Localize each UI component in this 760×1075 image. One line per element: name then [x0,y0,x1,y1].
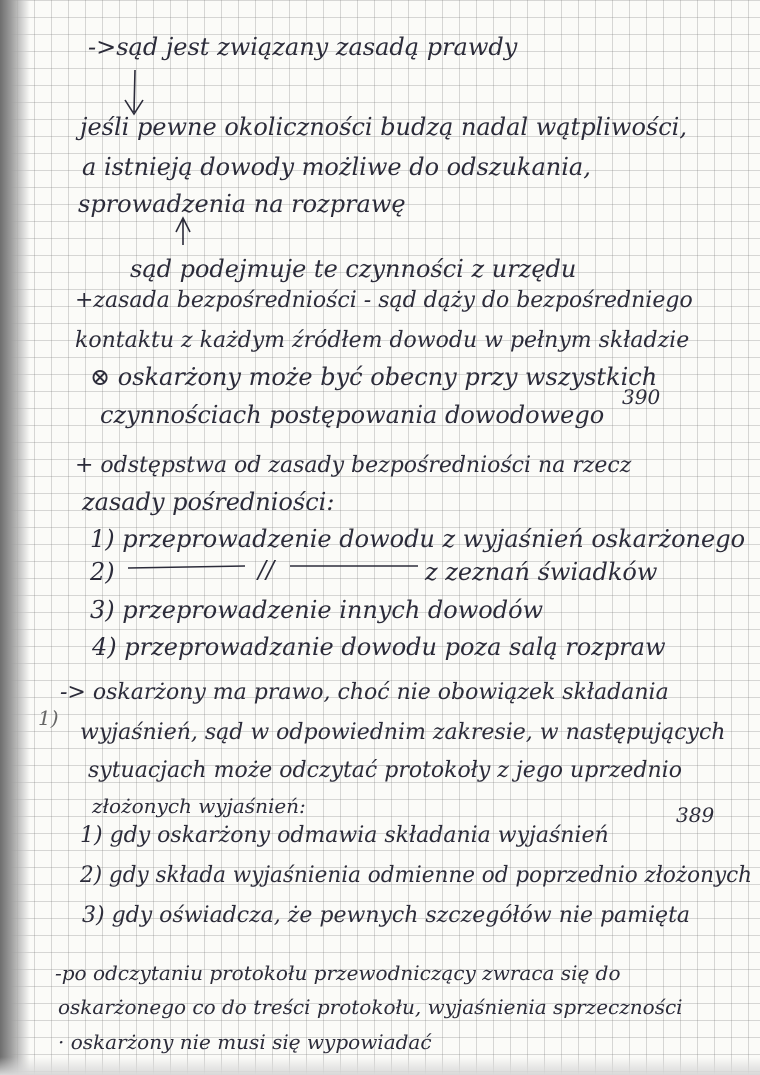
note-line-21: 1) gdy oskarżony odmawia składania wyjaśnień [80,823,609,848]
note-line-9: czynnościach postępowania dowodowego [100,401,605,429]
note-line-11: zasady pośredniości: [82,488,335,516]
note-line-8: ⊗ oskarżony może być obecny przy wszystkich [90,363,658,391]
note-line-6: +zasada bezpośredniości - sąd dąży do bezpośredniego [75,288,693,313]
note-line-4: sprowadzenia na rozprawę [78,190,406,218]
note-line-23: 3) gdy oświadcza, że pewnych szczegółów nie pamięta [82,903,691,928]
note-line-20: złożonych wyjaśnień: [92,794,306,818]
note-line-10: + odstępstwa od zasady bezpośredniości na rzecz [75,453,632,478]
note-line-13: 2) [90,558,115,586]
note-line-15: 3) przeprowadzenie innych dowodów [90,596,544,624]
note-line-17: -> oskarżony ma prawo, choć nie obowiązek składania [60,680,669,705]
note-line-2: jeśli pewne okoliczności budzą nadal wątpliwości, [80,113,687,141]
note-line-18: wyjaśnień, sąd w odpowiednim zakresie, w następujących [80,720,726,745]
ditto-mark: // [258,556,275,584]
note-line-1: ->sąd jest związany zasadą prawdy [88,33,518,61]
margin-number-389: 389 [676,803,715,827]
note-line-16: 4) przeprowadzanie dowodu poza salą rozpraw [92,633,666,661]
note-line-24: -po odczytaniu protokołu przewodniczący zwraca się do [55,961,621,985]
note-line-19: sytuacjach może odczytać protokoły z jego uprzednio [88,758,682,783]
note-line-3: a istnieją dowody możliwe do odszukania, [82,153,591,181]
up-arrow-icon [176,218,190,245]
note-line-14: z zeznań świadków [425,558,658,586]
note-line-22: 2) gdy składa wyjaśnienia odmienne od poprzednio złożonych [80,863,753,888]
page-bottom-edge [0,1057,760,1075]
margin-number-390: 390 [622,385,661,409]
side-mark: 1) [38,706,59,730]
note-line-12: 1) przeprowadzenie dowodu z wyjaśnień oskarżonego [90,525,746,553]
note-line-7: kontaktu z każdym źródłem dowodu w pełnym składzie [75,328,690,353]
note-line-25: oskarżonego co do treści protokołu, wyjaśnienia sprzeczności [58,995,683,1019]
down-arrow-icon [125,70,143,114]
ditto-line-left [128,566,245,568]
note-line-26: · oskarżony nie musi się wypowiadać [58,1030,432,1054]
note-line-5: sąd podejmuje te czynności z urzędu [130,255,577,283]
